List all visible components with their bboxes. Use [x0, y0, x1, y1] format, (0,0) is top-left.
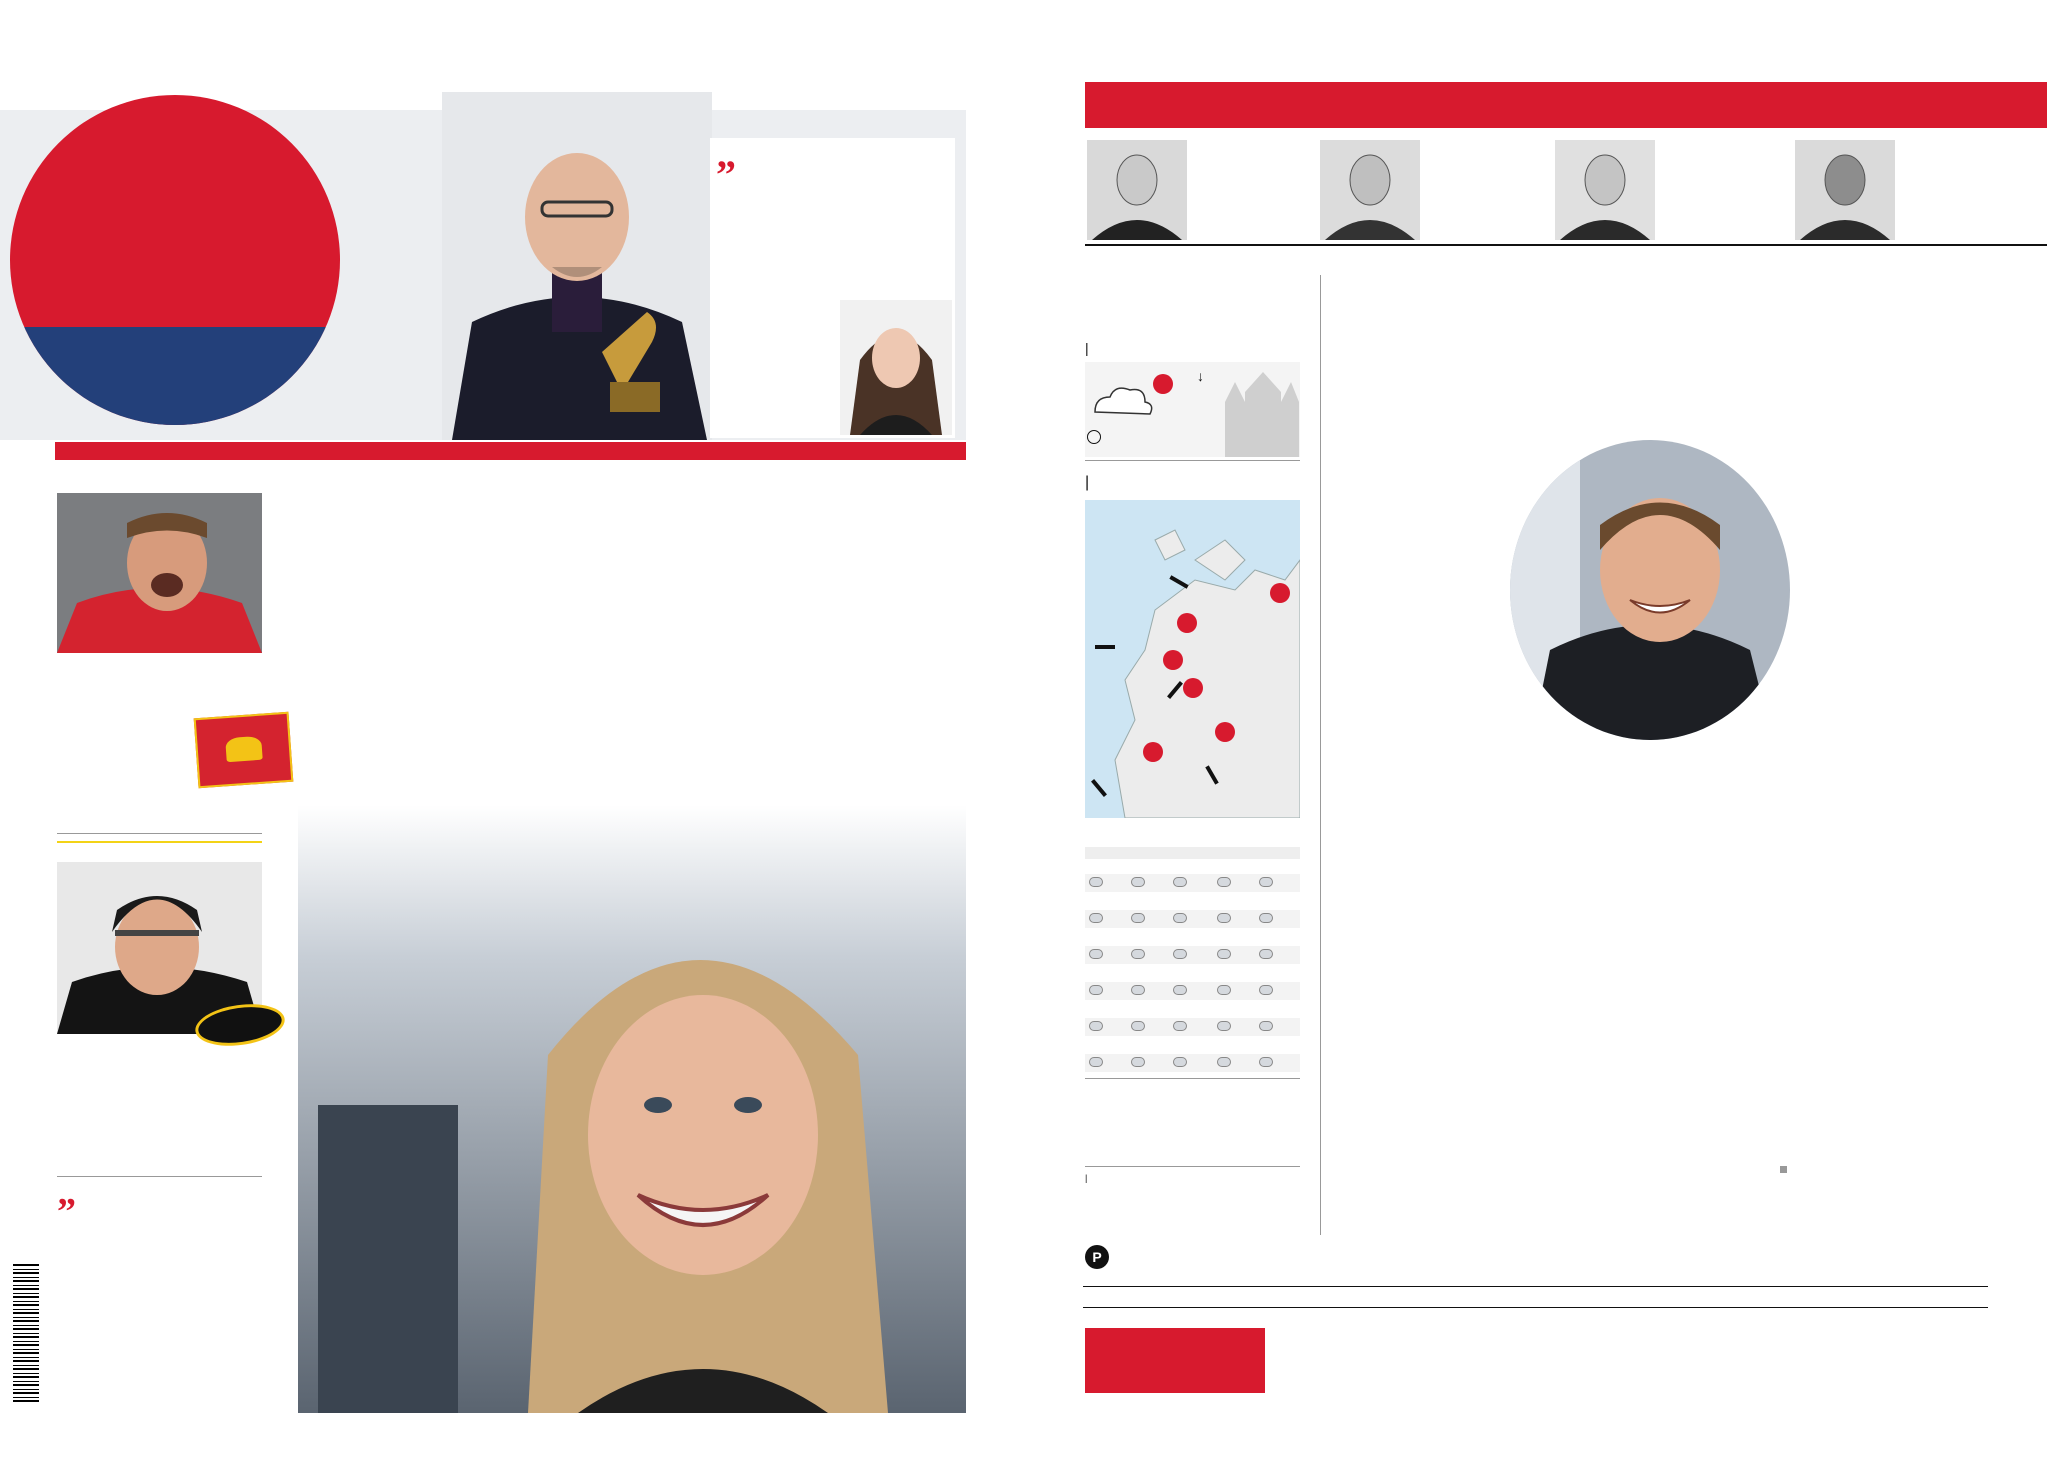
cloud-icon — [1217, 913, 1231, 923]
cloud-icon — [1259, 1057, 1273, 1067]
cloud-icon — [1173, 877, 1187, 887]
divider — [57, 833, 262, 834]
map-temp-badge — [1270, 583, 1290, 603]
barcode — [13, 1262, 39, 1402]
viking-ship-icon — [225, 736, 263, 762]
time-row — [1085, 1154, 1300, 1165]
page2-masthead — [1085, 82, 2047, 128]
weather-map — [1085, 500, 1300, 818]
cloud-icon — [1173, 913, 1187, 923]
staff-card — [1555, 132, 1785, 244]
staff-photo — [1087, 140, 1187, 240]
viking-badge-name — [196, 717, 287, 723]
forecast-rows — [1085, 860, 1300, 1076]
dagsavisen-logo[interactable] — [1085, 1328, 1265, 1393]
cloud-icon — [1089, 949, 1103, 959]
cloud-icon — [1089, 985, 1103, 995]
forecast-row — [1085, 1004, 1300, 1040]
cloud-icon — [1217, 949, 1231, 959]
weather-afternoon-title: | — [1085, 340, 1089, 356]
forecast-row — [1085, 860, 1300, 896]
article-column-1 — [1350, 442, 1546, 448]
cloud-icon — [1131, 949, 1145, 959]
news-byline — [1780, 1165, 1791, 1176]
moon-rows — [1085, 1143, 1300, 1165]
quote-icon: ” — [716, 152, 736, 197]
staff-card — [1320, 132, 1550, 244]
contact-bar — [1083, 1286, 1988, 1308]
column-rule — [1320, 275, 1321, 1235]
divider — [57, 1176, 262, 1177]
weather-afternoon-panel — [1085, 362, 1300, 457]
cloud-icon — [1131, 1057, 1145, 1067]
forecast-temps — [1085, 874, 1300, 892]
sun-rows — [1085, 1104, 1300, 1126]
staff-photo — [1320, 140, 1420, 240]
news-photo — [1510, 440, 1790, 750]
forecast-row — [1085, 968, 1300, 1004]
weather-afternoon-temp — [1153, 374, 1173, 394]
cloud-icon — [1173, 985, 1187, 995]
quote-icon: ” — [57, 1191, 76, 1233]
divider — [1085, 244, 2047, 246]
staff-photo — [1555, 140, 1655, 240]
issue-strip — [55, 442, 966, 460]
divider — [1085, 1166, 1300, 1167]
forecast-temps — [1085, 946, 1300, 964]
cloud-icon — [1131, 877, 1145, 887]
wind-arrow-icon: ↓ — [1197, 368, 1204, 384]
forecast-temps — [1085, 1054, 1300, 1072]
cloud-icon — [1089, 913, 1103, 923]
forecast-temps — [1085, 1018, 1300, 1036]
staff-photo — [1795, 140, 1895, 240]
forecast-temps — [1085, 982, 1300, 1000]
time-row — [1085, 1143, 1300, 1154]
article-column-3 — [1780, 445, 1978, 451]
viking-badge-sub — [200, 777, 291, 783]
cloud-icon — [1173, 1057, 1187, 1067]
forecast-row — [1085, 896, 1300, 932]
weather-map-land — [1085, 500, 1300, 818]
forecast-days — [1085, 847, 1300, 859]
cloud-icon — [1217, 1057, 1231, 1067]
cloud-icon — [1173, 949, 1187, 959]
clock-icon — [1087, 430, 1101, 444]
divider — [1085, 460, 1300, 461]
main-photo — [298, 805, 966, 1413]
eldstemann-photo — [57, 493, 262, 653]
byline-square-icon — [1780, 1166, 1787, 1173]
map-temp-badge — [1163, 650, 1183, 670]
oilers-kicker — [57, 841, 262, 843]
cloud-icon — [1089, 1021, 1103, 1031]
pfu-logo-icon: P — [1085, 1245, 1109, 1269]
ra-logo[interactable] — [10, 95, 340, 425]
weather-morning-title: | — [1085, 474, 1089, 491]
divider — [1085, 1078, 1300, 1079]
wind-arrow-icon — [1095, 645, 1115, 649]
staff-card — [1085, 132, 1315, 244]
map-temp-badge — [1177, 613, 1197, 633]
forecast-row — [1085, 932, 1300, 968]
map-temp-badge — [1183, 678, 1203, 698]
selma-photo — [840, 300, 952, 435]
cloud-icon — [1259, 985, 1273, 995]
cloud-icon — [1259, 913, 1273, 923]
cloud-icon — [1131, 913, 1145, 923]
cloud-icon — [1259, 1021, 1273, 1031]
tide-header: | — [1085, 1173, 1088, 1183]
time-row — [1085, 1186, 1300, 1197]
cloud-icon — [1259, 877, 1273, 887]
cloud-icon — [1217, 985, 1231, 995]
cloud-icon — [1089, 1057, 1103, 1067]
cloud-icon — [1089, 877, 1103, 887]
time-row — [1085, 1197, 1300, 1208]
ra-logo-lower — [10, 327, 340, 425]
article-column-2 — [1565, 943, 1753, 949]
cathedral-icon — [1085, 362, 1300, 457]
cloud-icon — [1259, 949, 1273, 959]
cloud-icon — [1131, 1021, 1145, 1031]
forecast-row — [1085, 1040, 1300, 1076]
time-row — [1085, 1104, 1300, 1115]
cloud-icon — [1217, 1021, 1231, 1031]
time-row — [1085, 1115, 1300, 1126]
staff-card — [1795, 132, 2035, 244]
cloud-icon — [1131, 985, 1145, 995]
map-temp-badge — [1215, 722, 1235, 742]
cloud-icon — [1173, 1021, 1187, 1031]
cloud-icon — [1217, 877, 1231, 887]
viking-badge — [194, 712, 294, 788]
tide-rows — [1085, 1186, 1300, 1208]
forecast-temps — [1085, 910, 1300, 928]
map-temp-badge — [1143, 742, 1163, 762]
barcode-digits — [38, 1262, 48, 1402]
grammy-photo — [442, 92, 712, 440]
